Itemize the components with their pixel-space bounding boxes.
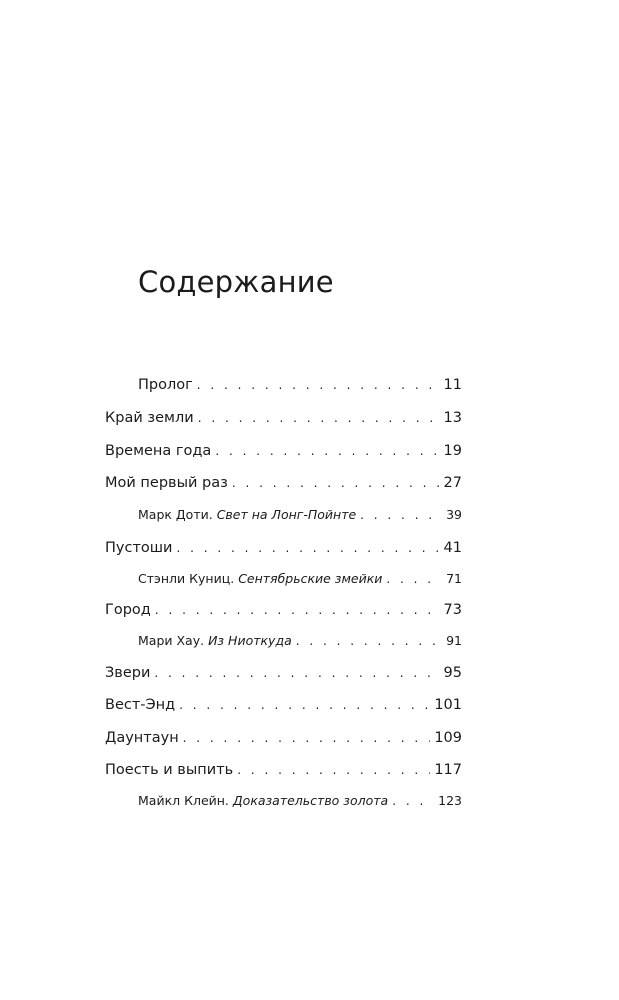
entry-label: Времена года	[105, 443, 212, 459]
dot-leader	[296, 629, 442, 653]
dot-leader	[183, 726, 431, 750]
page-number: 109	[434, 730, 462, 746]
dot-leader	[155, 598, 440, 622]
page-title: Содержание	[138, 265, 334, 300]
entry-label: Поесть и выпить	[105, 762, 234, 778]
toc-entry[interactable]	[105, 758, 462, 782]
entry-label: Город	[105, 602, 151, 618]
page-number: 123	[438, 793, 462, 808]
dot-leader	[197, 373, 440, 397]
page-number: 101	[434, 697, 462, 713]
dot-leader	[232, 471, 440, 495]
toc-entry[interactable]	[105, 661, 462, 685]
toc-entry[interactable]	[105, 693, 462, 717]
entry-author: Стэнли Куниц.	[138, 571, 235, 586]
entry-author: Майкл Клейн.	[138, 793, 229, 808]
page-number: 27	[443, 475, 462, 491]
entry-author: Марк Доти.	[138, 507, 213, 522]
toc-subentry[interactable]	[138, 567, 462, 591]
dot-leader	[215, 439, 439, 463]
dot-leader	[392, 789, 434, 813]
entry-label: Пустоши	[105, 540, 173, 556]
page-number: 11	[443, 377, 462, 393]
entry-work-title: Сентябрьские змейки	[238, 571, 383, 586]
dot-leader	[179, 693, 430, 717]
dot-leader	[360, 503, 442, 527]
entry-work-title: Свет на Лонг-Пойнте	[216, 507, 357, 522]
entry-label: Пролог	[138, 377, 193, 393]
entry-author: Мари Хау.	[138, 633, 205, 648]
page-number: 39	[446, 507, 462, 522]
toc-subentry[interactable]	[138, 789, 462, 813]
toc-entry[interactable]	[105, 406, 462, 430]
page-number: 117	[434, 762, 462, 778]
toc-entry[interactable]	[105, 439, 462, 463]
toc-subentry[interactable]	[138, 629, 462, 653]
toc-entry[interactable]	[105, 726, 462, 750]
toc-entry[interactable]	[105, 471, 462, 495]
page-number: 19	[443, 443, 462, 459]
entry-work-title: Из Ниоткуда	[208, 633, 292, 648]
dot-leader	[237, 758, 430, 782]
entry-label: Вест-Энд	[105, 697, 176, 713]
toc-entry[interactable]	[105, 598, 462, 622]
entry-label: Мой первый раз	[105, 475, 228, 491]
dot-leader	[154, 661, 439, 685]
page-number: 91	[446, 633, 462, 648]
toc-subentry[interactable]	[138, 503, 462, 527]
entry-work-title: Доказательство золота	[232, 793, 389, 808]
dot-leader	[176, 536, 439, 560]
page-number: 71	[446, 571, 462, 586]
entry-label: Даунтаун	[105, 730, 179, 746]
entry-label: Звери	[105, 665, 151, 681]
page-number: 41	[443, 540, 462, 556]
toc-entry[interactable]	[105, 536, 462, 560]
entry-label: Край земли	[105, 410, 194, 426]
dot-leader	[386, 567, 442, 591]
page-number: 13	[443, 410, 462, 426]
page-number: 95	[443, 665, 462, 681]
table-of-contents	[0, 370, 619, 820]
toc-entry-prologue[interactable]	[138, 373, 462, 397]
page-number: 73	[443, 602, 462, 618]
dot-leader	[198, 406, 440, 430]
